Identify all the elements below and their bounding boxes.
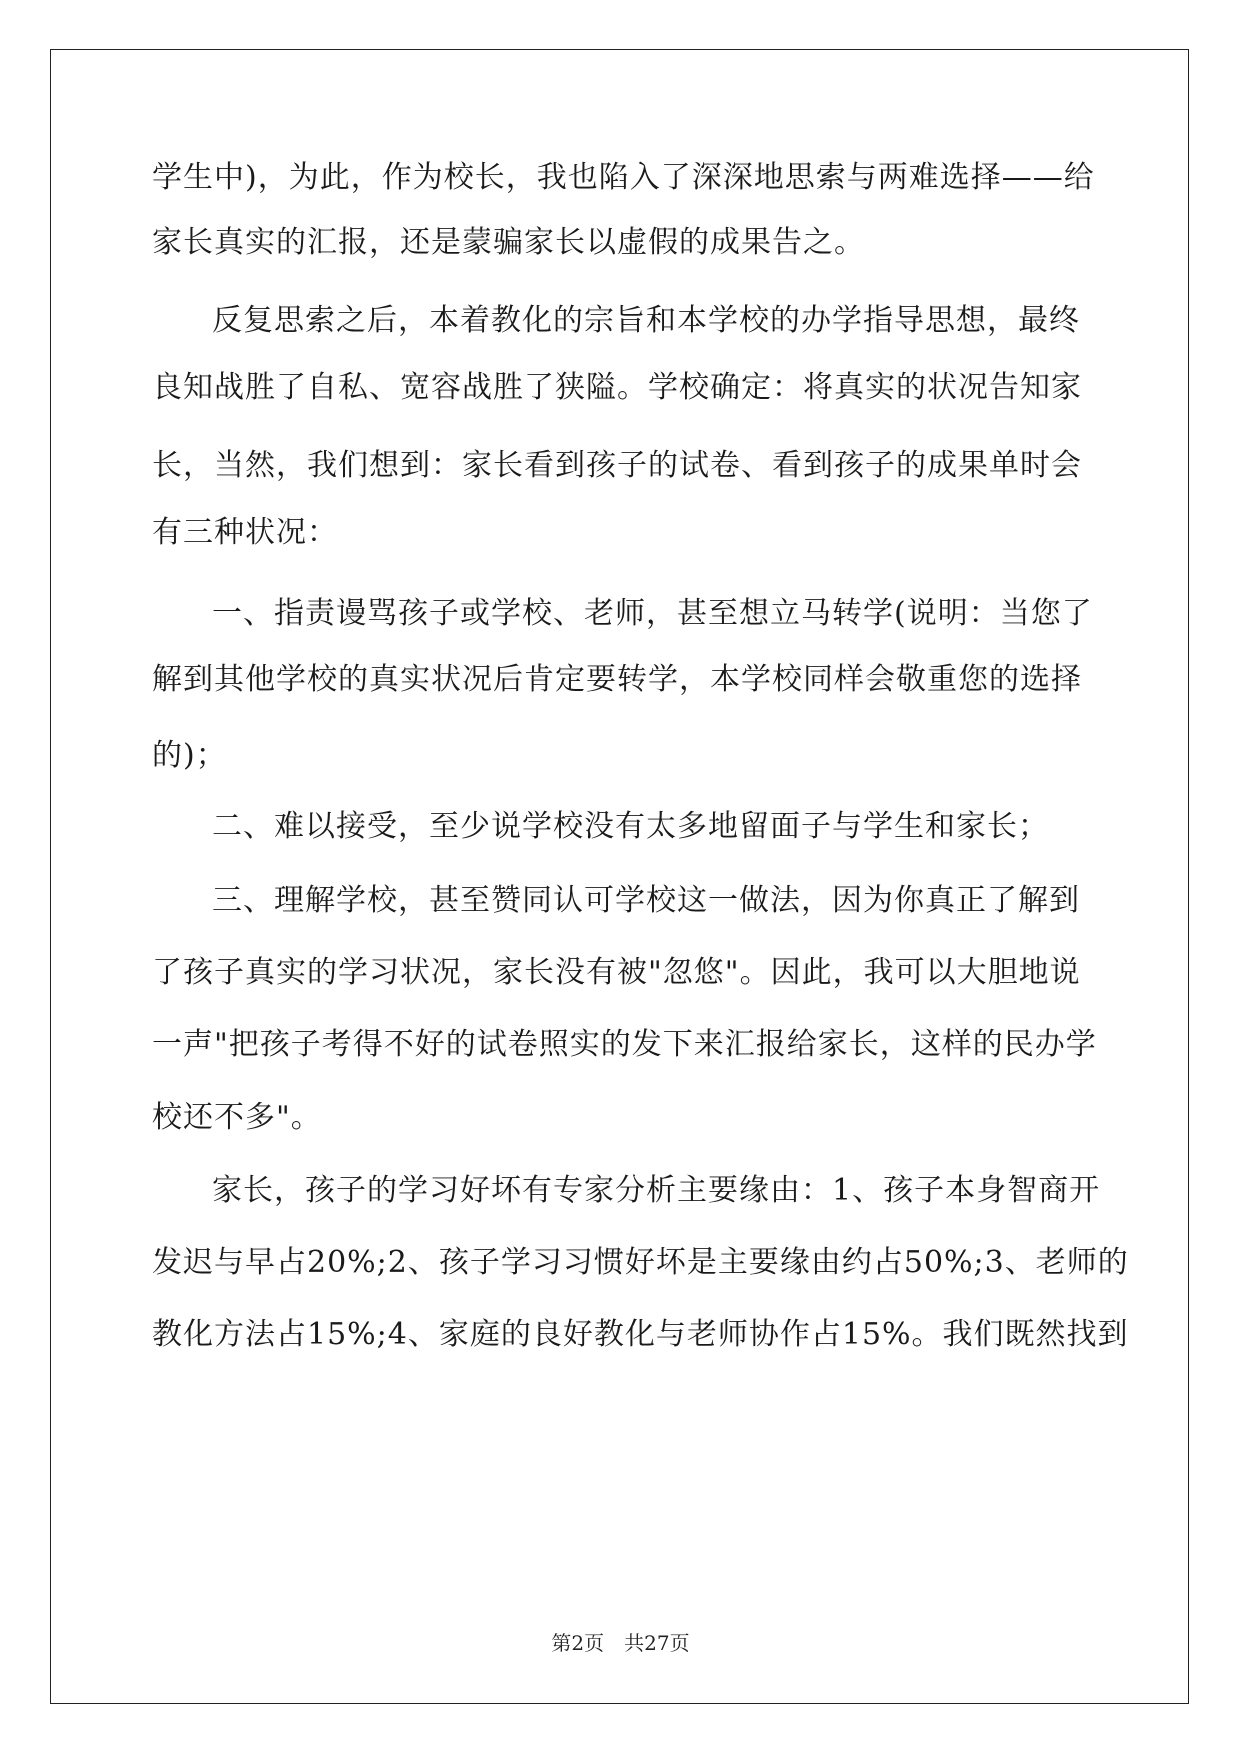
page-border: [50, 49, 1189, 1704]
paragraph-start-line: 一、指责谩骂孩子或学校、老师，甚至想立马转学(说明：当您了: [212, 596, 1093, 631]
paragraph-start-line: 三、理解学校，甚至赞同认可学校这一做法，因为你真正了解到: [212, 883, 1080, 918]
page-footer: 第2页 共27页: [551, 1631, 690, 1655]
text-line: 有三种状况：: [152, 515, 338, 550]
text-line: 良知战胜了自私、宽容战胜了狭隘。学校确定：将真实的状况告知家: [152, 370, 1082, 405]
text-line: 发迟与早占20%;2、孩子学习习惯好坏是主要缘由约占50%;3、老师的: [152, 1245, 1129, 1280]
paragraph-start-line: 二、难以接受，至少说学校没有太多地留面子与学生和家长；: [212, 809, 1049, 844]
text-line: 家长真实的汇报，还是蒙骗家长以虚假的成果告之。: [152, 225, 865, 260]
text-line: 解到其他学校的真实状况后肯定要转学，本学校同样会敬重您的选择: [152, 662, 1082, 697]
paragraph-start-line: 家长，孩子的学习好坏有专家分析主要缘由：1、孩子本身智商开: [212, 1173, 1101, 1208]
paragraph-start-line: 反复思索之后，本着教化的宗旨和本学校的办学指导思想，最终: [212, 303, 1080, 338]
text-line: 学生中)，为此，作为校长，我也陷入了深深地思索与两难选择——给: [152, 160, 1095, 195]
text-line: 一声"把孩子考得不好的试卷照实的发下来汇报给家长，这样的民办学: [152, 1027, 1097, 1062]
text-line: 了孩子真实的学习状况，家长没有被"忽悠"。因此，我可以大胆地说: [152, 955, 1081, 990]
text-line: 校还不多"。: [152, 1100, 322, 1135]
text-line: 长，当然，我们想到：家长看到孩子的试卷、看到孩子的成果单时会: [152, 448, 1082, 483]
text-line: 的)；: [152, 738, 227, 773]
text-line: 教化方法占15%;4、家庭的良好教化与老师协作占15%。我们既然找到: [152, 1317, 1129, 1352]
